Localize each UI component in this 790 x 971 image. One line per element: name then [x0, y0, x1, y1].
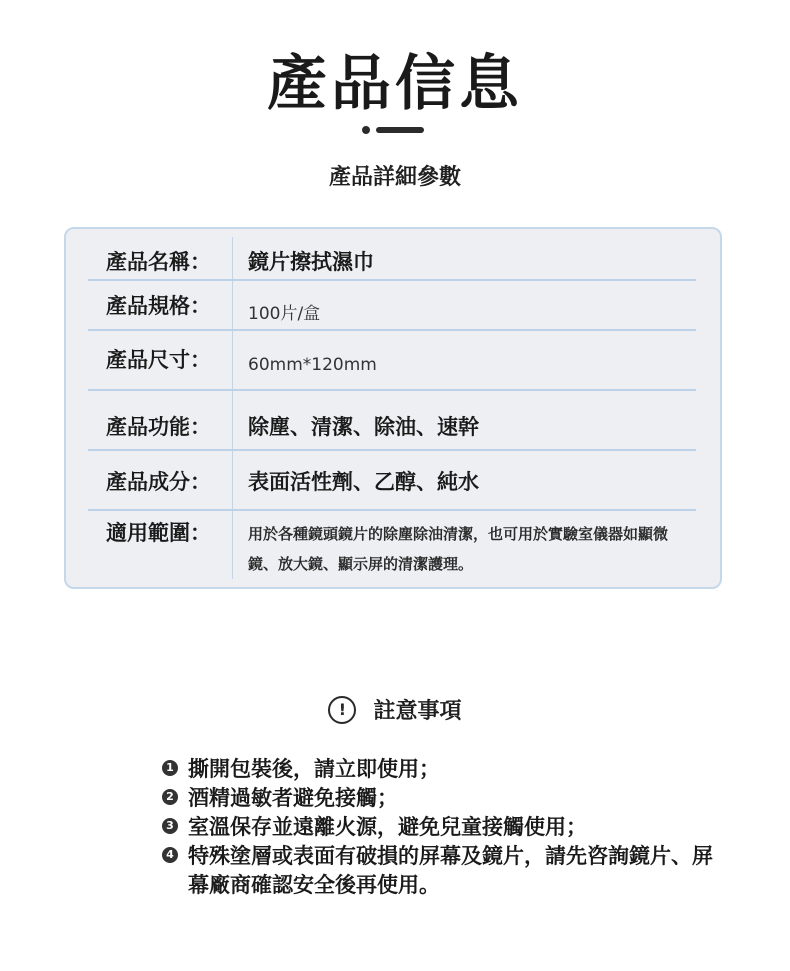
spec-row-dimensions — [88, 331, 696, 391]
spec-value: 100片/盒 — [248, 304, 321, 324]
spec-row-ingredients — [88, 451, 696, 511]
spec-label: 產品成分： — [106, 469, 211, 494]
notice-item-text: 特殊塗層或表面有破損的屏幕及鏡片，請先咨詢鏡片、屏幕廠商確認安全後再使用。 — [188, 843, 713, 897]
notice-list — [162, 754, 722, 899]
spec-value: 鏡片擦拭濕巾 — [248, 249, 374, 274]
notice-item — [162, 841, 722, 899]
spec-value: 60mm*120mm — [248, 355, 377, 375]
spec-row-function — [88, 391, 696, 451]
notice-heading — [0, 694, 790, 725]
divider-bar — [376, 127, 424, 133]
notice-item-text: 酒精過敏者避免接觸； — [188, 785, 398, 810]
number-badge-icon: 2 — [162, 789, 178, 805]
spec-label: 產品尺寸： — [106, 347, 211, 372]
page-title: 產品信息 — [267, 49, 523, 119]
spec-value: 表面活性劑、乙醇、純水 — [248, 469, 479, 494]
spec-label: 產品規格： — [106, 293, 211, 318]
divider-dot — [362, 126, 370, 134]
notice-item-text: 撕開包裝後，請立即使用； — [188, 756, 440, 781]
spec-value: 除塵、清潔、除油、速幹 — [248, 414, 479, 439]
number-badge-icon: 1 — [162, 760, 178, 776]
spec-row-scope — [88, 511, 696, 581]
spec-label: 適用範圍： — [106, 520, 211, 545]
spec-label: 產品名稱： — [106, 249, 211, 274]
exclamation-circle-icon: ! — [328, 696, 356, 724]
notice-item-text: 室溫保存並遠離火源，避免兒童接觸使用； — [188, 814, 587, 839]
notice-item — [162, 783, 722, 812]
notice-item — [162, 812, 722, 841]
spec-value: 用於各種鏡頭鏡片的除塵除油清潔，也可用於實驗室儀器如顯微鏡、放大鏡、顯示屏的清潔護理。 — [248, 525, 669, 573]
number-badge-icon: 4 — [162, 847, 178, 863]
notice-item — [162, 754, 722, 783]
notice-title: 註意事項 — [373, 698, 462, 724]
title-divider — [362, 126, 432, 134]
spec-label: 產品功能： — [106, 414, 211, 439]
spec-table — [64, 227, 722, 589]
number-badge-icon: 3 — [162, 818, 178, 834]
page-subtitle: 產品詳細參數 — [328, 164, 461, 190]
spec-row-name — [88, 237, 696, 281]
spec-row-size-spec — [88, 281, 696, 331]
